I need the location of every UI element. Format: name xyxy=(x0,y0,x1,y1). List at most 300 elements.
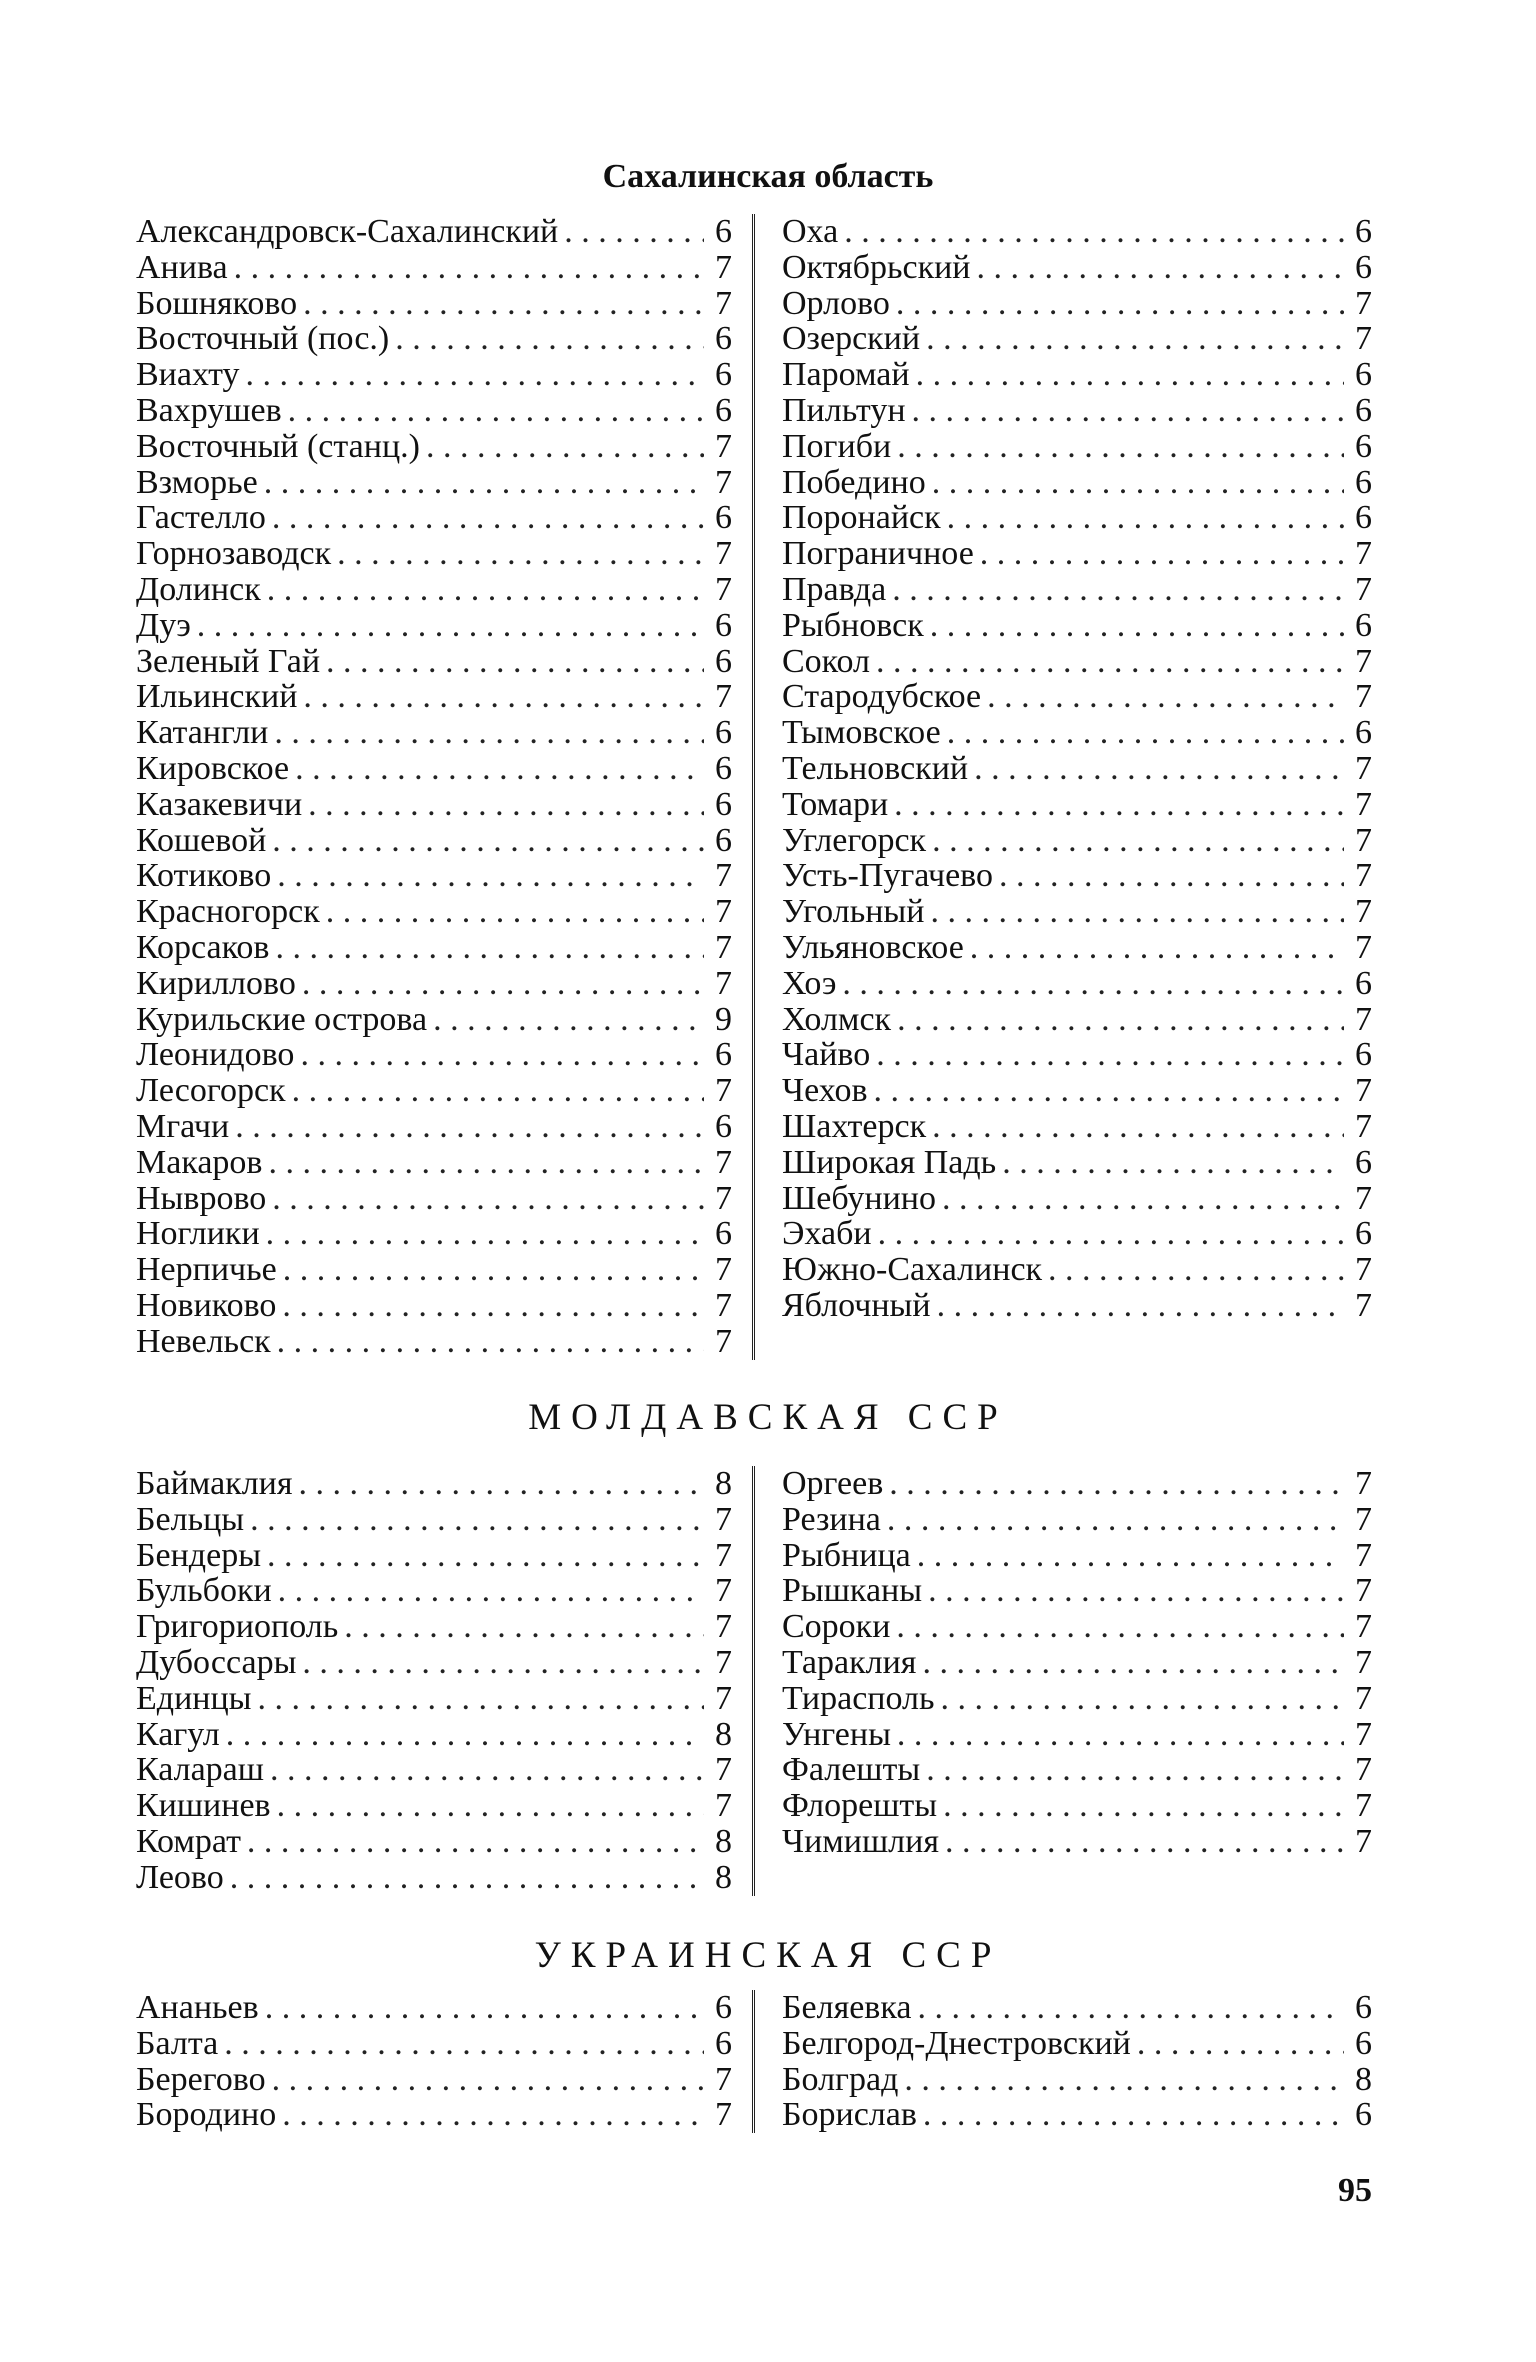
list-item xyxy=(782,1288,1372,1324)
zone-value: 7 xyxy=(1355,1572,1372,1610)
list-item xyxy=(136,966,732,1002)
dot-leader xyxy=(932,465,1344,501)
place-name: Сороки xyxy=(782,1608,891,1646)
place-name: Ульяновское xyxy=(782,928,964,966)
place-name: Широкая Падь xyxy=(782,1143,997,1181)
zone-value: 7 xyxy=(1355,642,1372,680)
place-name: Кировское xyxy=(136,749,290,787)
place-name: Озерский xyxy=(782,320,921,358)
place-name: Чимишлия xyxy=(782,1822,939,1860)
dot-leader xyxy=(247,1824,704,1860)
zone-value: 9 xyxy=(715,1000,732,1038)
list-item xyxy=(782,930,1372,966)
left-column xyxy=(136,1466,732,1896)
list-item xyxy=(136,1609,732,1645)
dot-leader xyxy=(264,465,704,501)
dot-leader xyxy=(272,823,704,859)
zone-value: 6 xyxy=(715,391,732,429)
dot-leader xyxy=(265,1990,704,2026)
zone-value: 6 xyxy=(1355,427,1372,465)
list-item xyxy=(136,250,732,286)
section-title-moldavia: МОЛДАВСКАЯ ССР xyxy=(528,1397,1008,1438)
dot-leader xyxy=(844,214,1344,250)
dot-leader xyxy=(337,536,704,572)
list-item xyxy=(782,1002,1372,1038)
place-name: Нерпичье xyxy=(136,1251,277,1289)
zone-value: 7 xyxy=(715,1787,732,1825)
dot-leader xyxy=(974,751,1344,787)
dot-leader xyxy=(433,1002,704,1038)
list-item xyxy=(782,1037,1372,1073)
place-name: Тирасполь xyxy=(782,1679,935,1717)
list-item xyxy=(136,644,732,680)
place-name: Мгачи xyxy=(136,1107,230,1145)
dot-leader xyxy=(226,1717,704,1753)
list-item xyxy=(782,1109,1372,1145)
place-name: Сокол xyxy=(782,642,870,680)
dot-leader xyxy=(892,572,1344,608)
place-name: Угольный xyxy=(782,893,925,931)
dot-leader xyxy=(932,1109,1344,1145)
list-item xyxy=(136,715,732,751)
list-item xyxy=(782,966,1372,1002)
place-name: Леово xyxy=(136,1858,224,1896)
place-name: Бендеры xyxy=(136,1536,262,1574)
place-name: Григориополь xyxy=(136,1608,339,1646)
place-name: Калараш xyxy=(136,1751,264,1789)
dot-leader xyxy=(326,894,704,930)
list-item xyxy=(782,715,1372,751)
dot-leader xyxy=(258,1681,705,1717)
place-name: Шебунино xyxy=(782,1179,936,1217)
dot-leader xyxy=(926,321,1344,357)
dot-leader xyxy=(302,1645,704,1681)
dot-leader xyxy=(235,1109,704,1145)
dot-leader xyxy=(897,1002,1344,1038)
list-item xyxy=(136,500,732,536)
zone-value: 7 xyxy=(1355,1500,1372,1538)
zone-value: 6 xyxy=(1355,499,1372,537)
list-item xyxy=(136,679,732,715)
dot-leader xyxy=(277,1324,704,1360)
list-item xyxy=(782,823,1372,859)
list-item xyxy=(782,1181,1372,1217)
list-item xyxy=(136,1109,732,1145)
list-item xyxy=(782,1073,1372,1109)
dot-leader xyxy=(283,1252,704,1288)
list-item xyxy=(782,608,1372,644)
dot-leader xyxy=(917,1538,1344,1574)
zone-value: 7 xyxy=(1355,785,1372,823)
zone-value: 6 xyxy=(715,785,732,823)
dot-leader xyxy=(272,2062,704,2098)
place-name: Тельновский xyxy=(782,749,969,787)
zone-value: 7 xyxy=(1355,570,1372,608)
dot-leader xyxy=(1137,2026,1344,2062)
list-item xyxy=(782,1609,1372,1645)
place-name: Томари xyxy=(782,785,889,823)
zone-value: 6 xyxy=(1355,1215,1372,1253)
zone-value: 7 xyxy=(715,535,732,573)
place-name: Беляевка xyxy=(782,1989,912,2026)
zone-value: 6 xyxy=(715,821,732,859)
zone-value: 7 xyxy=(715,427,732,465)
place-name: Взморье xyxy=(136,463,258,501)
list-item xyxy=(136,1181,732,1217)
zone-value: 6 xyxy=(1355,356,1372,394)
dot-leader xyxy=(937,1288,1344,1324)
list-item xyxy=(782,1145,1372,1181)
list-item xyxy=(136,1990,732,2026)
list-item xyxy=(782,2062,1372,2098)
place-name: Кириллово xyxy=(136,964,296,1002)
list-item xyxy=(136,1466,732,1502)
list-item xyxy=(782,644,1372,680)
place-name: Белгород-Днестровский xyxy=(782,2024,1131,2062)
column-divider xyxy=(752,214,755,1360)
zone-value: 7 xyxy=(715,284,732,322)
dot-leader xyxy=(246,357,704,393)
place-name: Хоэ xyxy=(782,964,837,1002)
left-column xyxy=(136,1990,732,2133)
dot-leader xyxy=(896,286,1344,322)
dot-leader xyxy=(926,1752,1344,1788)
list-item xyxy=(136,1145,732,1181)
list-item xyxy=(782,787,1372,823)
zone-value: 7 xyxy=(1355,893,1372,931)
place-name: Погиби xyxy=(782,427,892,465)
dot-leader xyxy=(224,2026,704,2062)
zone-value: 6 xyxy=(715,1107,732,1145)
section-title-ukraine: УКРАИНСКАЯ ССР xyxy=(534,1935,1002,1976)
dot-leader xyxy=(274,715,704,751)
dot-leader xyxy=(943,1788,1344,1824)
zone-value: 6 xyxy=(1355,714,1372,752)
dot-leader xyxy=(426,429,704,465)
list-item xyxy=(136,608,732,644)
list-item xyxy=(136,1252,732,1288)
dot-leader xyxy=(292,1073,704,1109)
list-item xyxy=(782,1717,1372,1753)
dot-leader xyxy=(234,250,704,286)
zone-value: 6 xyxy=(1355,248,1372,286)
dot-leader xyxy=(878,1216,1344,1252)
dot-leader xyxy=(987,679,1344,715)
zone-value: 6 xyxy=(1355,391,1372,429)
zone-value: 7 xyxy=(715,1751,732,1789)
place-name: Новиково xyxy=(136,1286,277,1324)
list-item xyxy=(136,1037,732,1073)
list-item xyxy=(136,1681,732,1717)
place-name: Орлово xyxy=(782,284,890,322)
zone-value: 7 xyxy=(1355,1072,1372,1110)
list-item xyxy=(782,214,1372,250)
list-item xyxy=(136,321,732,357)
place-name: Октябрьский xyxy=(782,248,971,286)
dot-leader xyxy=(300,1037,704,1073)
zone-value: 6 xyxy=(1355,213,1372,250)
dot-leader xyxy=(299,1466,704,1502)
list-item xyxy=(782,1752,1372,1788)
place-name: Рышканы xyxy=(782,1572,923,1610)
place-name: Пильтун xyxy=(782,391,906,429)
place-name: Ананьев xyxy=(136,1989,259,2026)
dot-leader xyxy=(277,1788,704,1824)
list-item xyxy=(136,536,732,572)
zone-value: 7 xyxy=(715,1072,732,1110)
dot-leader xyxy=(272,500,704,536)
zone-value: 7 xyxy=(1355,1000,1372,1038)
list-item xyxy=(782,429,1372,465)
dot-leader xyxy=(932,823,1344,859)
zone-value: 6 xyxy=(715,1989,732,2026)
page-number: 95 xyxy=(1338,2172,1372,2209)
place-name: Восточный (станц.) xyxy=(136,427,420,465)
dot-leader xyxy=(897,1717,1344,1753)
list-item xyxy=(782,536,1372,572)
list-item xyxy=(782,2026,1372,2062)
place-name: Зеленый Гай xyxy=(136,642,321,680)
dot-leader xyxy=(302,966,704,1002)
place-name: Пограничное xyxy=(782,535,974,573)
zone-value: 7 xyxy=(715,248,732,286)
dot-leader xyxy=(308,787,704,823)
place-name: Александровск-Сахалинский xyxy=(136,213,559,250)
zone-value: 7 xyxy=(715,857,732,895)
dot-leader xyxy=(923,2097,1344,2133)
sakhalin-table xyxy=(136,214,1372,1360)
place-name: Бошняково xyxy=(136,284,298,322)
dot-leader xyxy=(947,500,1344,536)
place-name: Рыбновск xyxy=(782,606,924,644)
list-item xyxy=(782,286,1372,322)
list-item xyxy=(136,1002,732,1038)
zone-value: 7 xyxy=(1355,1286,1372,1324)
zone-value: 7 xyxy=(1355,1787,1372,1825)
place-name: Южно-Сахалинск xyxy=(782,1251,1043,1289)
place-name: Рыбница xyxy=(782,1536,911,1574)
dot-leader xyxy=(922,1645,1344,1681)
zone-value: 6 xyxy=(715,642,732,680)
zone-value: 6 xyxy=(1355,964,1372,1002)
dot-leader xyxy=(876,644,1344,680)
dot-leader xyxy=(897,429,1344,465)
place-name: Паромай xyxy=(782,356,910,394)
list-item xyxy=(136,286,732,322)
zone-value: 6 xyxy=(715,714,732,752)
dot-leader xyxy=(887,1502,1344,1538)
list-item xyxy=(136,2097,732,2133)
zone-value: 6 xyxy=(1355,463,1372,501)
dot-leader xyxy=(270,1752,704,1788)
zone-value: 7 xyxy=(1355,857,1372,895)
zone-value: 7 xyxy=(1355,1751,1372,1789)
place-name: Бородино xyxy=(136,2096,277,2134)
list-item xyxy=(782,1681,1372,1717)
zone-value: 7 xyxy=(1355,678,1372,716)
dot-leader xyxy=(889,1466,1344,1502)
place-name: Восточный (пос.) xyxy=(136,320,390,358)
place-name: Кагул xyxy=(136,1715,220,1753)
list-item xyxy=(136,1860,732,1896)
list-item xyxy=(136,1752,732,1788)
dot-leader xyxy=(344,1609,704,1645)
dot-leader xyxy=(976,250,1344,286)
list-item xyxy=(782,465,1372,501)
dot-leader xyxy=(912,393,1344,429)
list-item xyxy=(136,1073,732,1109)
list-item xyxy=(782,1466,1372,1502)
list-item xyxy=(782,894,1372,930)
dot-leader xyxy=(197,608,704,644)
dot-leader xyxy=(395,321,704,357)
zone-value: 7 xyxy=(715,1572,732,1610)
zone-value: 7 xyxy=(715,1251,732,1289)
zone-value: 6 xyxy=(715,213,732,250)
dot-leader xyxy=(942,1181,1344,1217)
dot-leader xyxy=(894,787,1344,823)
zone-value: 6 xyxy=(715,356,732,394)
list-item xyxy=(782,500,1372,536)
zone-value: 7 xyxy=(715,1143,732,1181)
section-title-sakhalin: Сахалинская область xyxy=(602,158,934,195)
zone-value: 6 xyxy=(1355,606,1372,644)
list-item xyxy=(782,1573,1372,1609)
list-item xyxy=(136,1538,732,1574)
zone-value: 7 xyxy=(1355,284,1372,322)
place-name: Анива xyxy=(136,248,228,286)
zone-value: 7 xyxy=(1355,1679,1372,1717)
place-name: Борислав xyxy=(782,2096,917,2134)
list-item xyxy=(782,679,1372,715)
place-name: Тымовское xyxy=(782,714,941,752)
list-item xyxy=(782,1990,1372,2026)
list-item xyxy=(782,572,1372,608)
zone-value: 7 xyxy=(715,1679,732,1717)
place-name: Гастелло xyxy=(136,499,266,537)
place-name: Катангли xyxy=(136,714,269,752)
place-name: Горнозаводск xyxy=(136,535,332,573)
zone-value: 7 xyxy=(715,928,732,966)
list-item xyxy=(136,894,732,930)
zone-value: 7 xyxy=(1355,1107,1372,1145)
place-name: Макаров xyxy=(136,1143,263,1181)
zone-value: 8 xyxy=(715,1465,732,1502)
place-name: Эхаби xyxy=(782,1215,872,1253)
dot-leader xyxy=(268,1145,704,1181)
dot-leader xyxy=(282,1288,704,1324)
ukraine-table xyxy=(136,1990,1372,2133)
place-name: Курильские острова xyxy=(136,1000,428,1038)
zone-value: 6 xyxy=(715,749,732,787)
zone-value: 7 xyxy=(715,1536,732,1574)
list-item xyxy=(136,930,732,966)
list-item xyxy=(136,1573,732,1609)
dot-leader xyxy=(295,751,704,787)
dot-leader xyxy=(1048,1252,1344,1288)
zone-value: 8 xyxy=(715,1858,732,1896)
zone-value: 8 xyxy=(715,1822,732,1860)
list-item xyxy=(782,1538,1372,1574)
zone-value: 7 xyxy=(715,1322,732,1360)
list-item xyxy=(782,357,1372,393)
column-divider xyxy=(752,1466,755,1896)
place-name: Дубоссары xyxy=(136,1643,297,1681)
list-item xyxy=(136,572,732,608)
zone-value: 7 xyxy=(715,893,732,931)
list-item xyxy=(782,1824,1372,1860)
list-item xyxy=(782,1216,1372,1252)
dot-leader xyxy=(267,572,704,608)
place-name: Флорешты xyxy=(782,1787,938,1825)
zone-value: 7 xyxy=(1355,821,1372,859)
zone-value: 6 xyxy=(715,499,732,537)
zone-value: 6 xyxy=(1355,1989,1372,2026)
place-name: Баймаклия xyxy=(136,1465,293,1502)
right-column xyxy=(782,214,1372,1324)
place-name: Чайво xyxy=(782,1036,871,1074)
zone-value: 7 xyxy=(1355,320,1372,358)
place-name: Красногорск xyxy=(136,893,320,931)
place-name: Ноглики xyxy=(136,1215,260,1253)
place-name: Виахту xyxy=(136,356,240,394)
place-name: Резина xyxy=(782,1500,881,1538)
place-name: Тараклия xyxy=(782,1643,917,1681)
dot-leader xyxy=(277,858,704,894)
dot-leader xyxy=(326,644,704,680)
place-name: Кошевой xyxy=(136,821,267,859)
zone-value: 7 xyxy=(715,463,732,501)
place-name: Долинск xyxy=(136,570,261,608)
list-item xyxy=(136,393,732,429)
list-item xyxy=(136,1824,732,1860)
zone-value: 7 xyxy=(1355,1465,1372,1502)
dot-leader xyxy=(842,966,1344,1002)
place-name: Оргеев xyxy=(782,1465,884,1502)
zone-value: 7 xyxy=(1355,1715,1372,1753)
dot-leader xyxy=(250,1502,704,1538)
list-item xyxy=(136,787,732,823)
dot-leader xyxy=(874,1073,1345,1109)
list-item xyxy=(136,357,732,393)
dot-leader xyxy=(303,286,704,322)
place-name: Яблочный xyxy=(782,1286,931,1324)
zone-value: 7 xyxy=(1355,928,1372,966)
place-name: Победино xyxy=(782,463,926,501)
zone-value: 7 xyxy=(1355,535,1372,573)
list-item xyxy=(782,751,1372,787)
dot-leader xyxy=(1002,1145,1344,1181)
list-item xyxy=(782,1252,1372,1288)
place-name: Фалешты xyxy=(782,1751,921,1789)
zone-value: 6 xyxy=(715,1215,732,1253)
place-name: Чехов xyxy=(782,1072,868,1110)
dot-leader xyxy=(896,1609,1344,1645)
list-item xyxy=(782,250,1372,286)
place-name: Болград xyxy=(782,2060,899,2098)
zone-value: 6 xyxy=(1355,1143,1372,1181)
dot-leader xyxy=(282,2097,704,2133)
place-name: Бульбоки xyxy=(136,1572,272,1610)
zone-value: 6 xyxy=(715,606,732,644)
dot-leader xyxy=(267,1538,704,1574)
zone-value: 6 xyxy=(1355,1036,1372,1074)
place-name: Казакевичи xyxy=(136,785,303,823)
zone-value: 7 xyxy=(715,570,732,608)
dot-leader xyxy=(917,1990,1344,2026)
zone-value: 7 xyxy=(715,1286,732,1324)
zone-value: 6 xyxy=(715,1036,732,1074)
